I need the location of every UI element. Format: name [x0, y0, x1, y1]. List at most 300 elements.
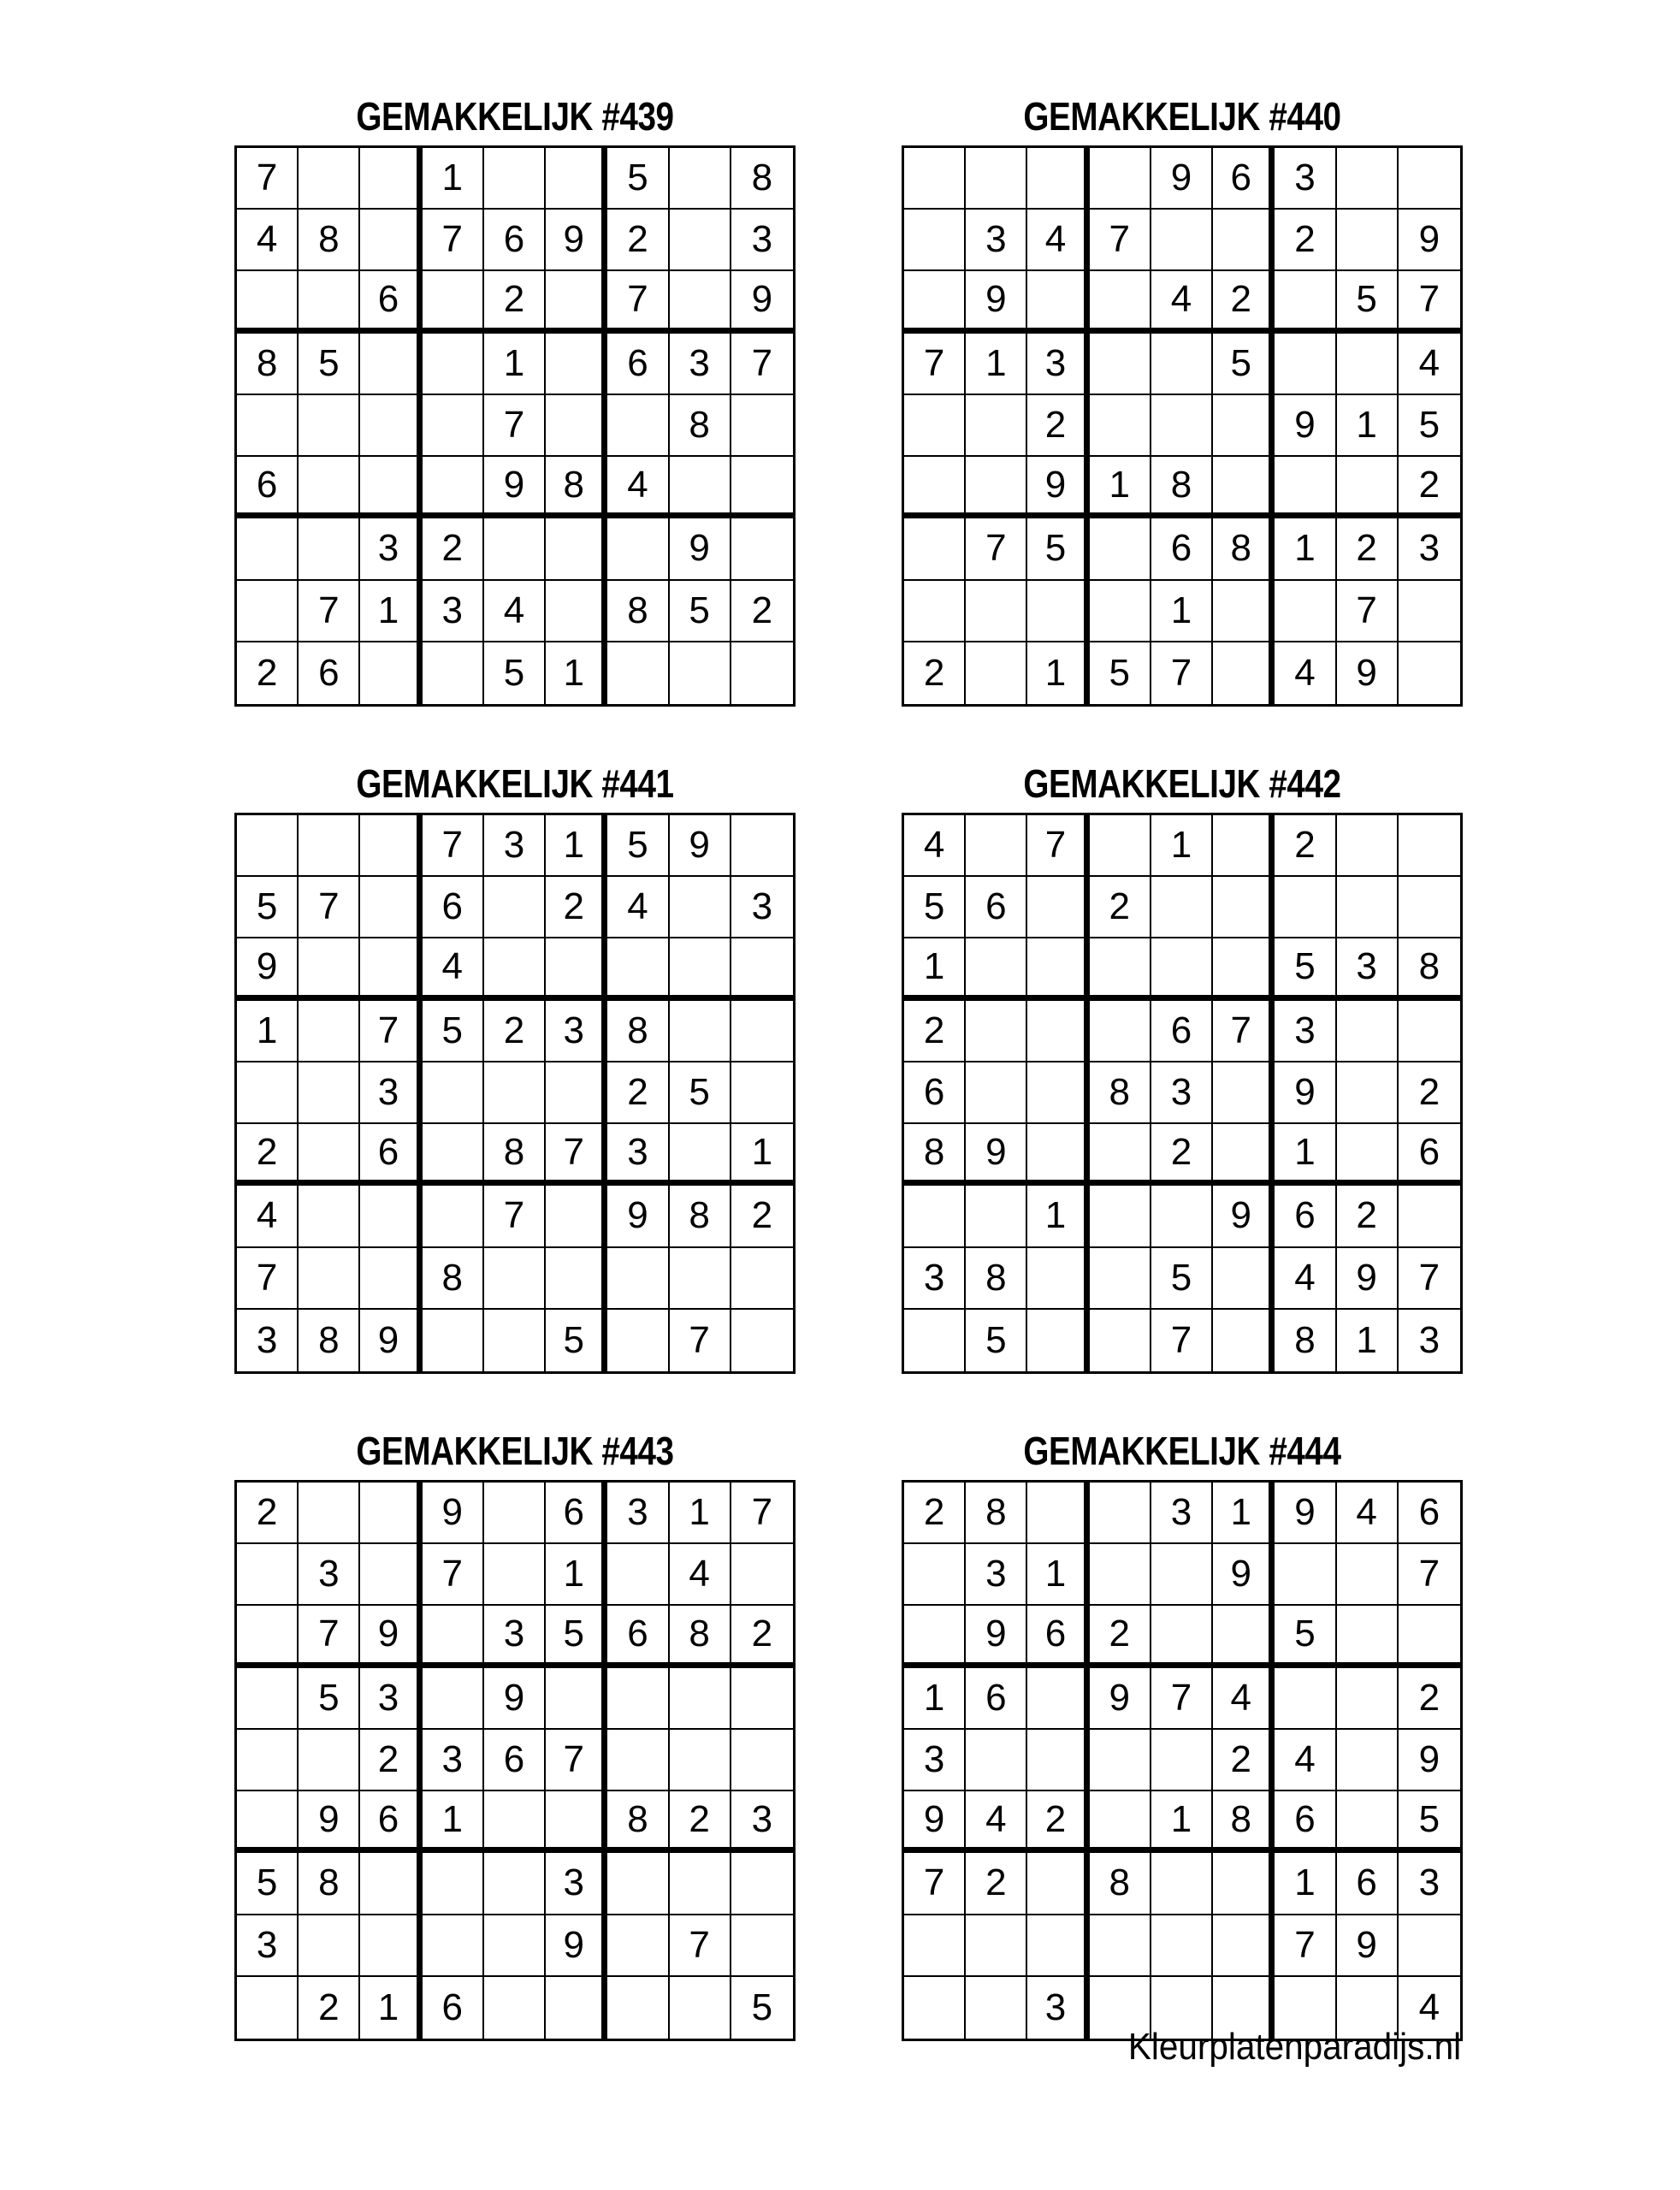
sudoku-cell: 2: [1337, 1186, 1399, 1247]
sudoku-cell: [670, 1668, 731, 1730]
sudoku-cell: [484, 1483, 546, 1544]
sudoku-cell: [546, 1062, 607, 1124]
sudoku-cell: 2: [1337, 518, 1399, 580]
sudoku-cell: [966, 642, 1027, 704]
sudoku-cell: 3: [299, 1544, 360, 1606]
sudoku-cell: [966, 1730, 1027, 1791]
sudoku-cell: [966, 581, 1027, 642]
sudoku-cell: 4: [1275, 642, 1336, 704]
sudoku-cell: 3: [546, 1853, 607, 1915]
sudoku-cell: 7: [299, 581, 360, 642]
sudoku-cell: 1: [1213, 1483, 1275, 1544]
sudoku-cell: [484, 1248, 546, 1310]
sudoku-cell: [1151, 1606, 1213, 1667]
sudoku-cell: 7: [1399, 271, 1460, 333]
sudoku-cell: 5: [904, 877, 966, 938]
sudoku-cell: [484, 938, 546, 1000]
sudoku-cell: [1027, 1310, 1089, 1371]
sudoku-cell: 4: [966, 1791, 1027, 1853]
sudoku-cell: [731, 1730, 793, 1791]
sudoku-cell: 8: [299, 1853, 360, 1915]
sudoku-cell: 1: [1090, 457, 1151, 518]
sudoku-cell: 5: [546, 1310, 607, 1371]
sudoku-cell: [237, 1668, 299, 1730]
sudoku-cell: [423, 395, 484, 457]
sudoku-cell: 9: [237, 938, 299, 1000]
sudoku-cell: 3: [360, 518, 422, 580]
sudoku-cell: [1151, 334, 1213, 395]
sudoku-cell: 6: [1027, 1606, 1089, 1667]
sudoku-cell: [1213, 1124, 1275, 1186]
sudoku-cell: [1275, 877, 1336, 938]
sudoku-cell: [1090, 815, 1151, 877]
sudoku-cell: [1337, 457, 1399, 518]
sudoku-cell: 1: [1275, 1853, 1336, 1915]
sudoku-cell: [237, 395, 299, 457]
sudoku-cell: 8: [237, 334, 299, 395]
sudoku-cell: 7: [423, 815, 484, 877]
sudoku-cell: [1275, 581, 1336, 642]
sudoku-cell: [670, 1853, 731, 1915]
sudoku-cell: [966, 1062, 1027, 1124]
sudoku-cell: 8: [299, 1310, 360, 1371]
sudoku-cell: 3: [423, 581, 484, 642]
sudoku-cell: [546, 148, 607, 210]
sudoku-cell: [1213, 457, 1275, 518]
sudoku-cell: [237, 1544, 299, 1606]
sudoku-cell: [731, 1915, 793, 1977]
sudoku-cell: [1027, 271, 1089, 333]
sudoku-cell: 7: [546, 1730, 607, 1791]
sudoku-cell: 2: [484, 1001, 546, 1062]
sudoku-cell: 3: [423, 1730, 484, 1791]
sudoku-cell: 2: [237, 1124, 299, 1186]
sudoku-cell: [546, 1668, 607, 1730]
sudoku-cell: 1: [484, 334, 546, 395]
sudoku-cell: 2: [904, 1483, 966, 1544]
sudoku-cell: 4: [1337, 1483, 1399, 1544]
sudoku-cell: [299, 1248, 360, 1310]
sudoku-cell: [423, 271, 484, 333]
sudoku-cell: 2: [546, 877, 607, 938]
sudoku-cell: 7: [731, 1483, 793, 1544]
sudoku-cell: [484, 1062, 546, 1124]
sudoku-cell: 7: [1090, 210, 1151, 271]
sudoku-cell: 6: [966, 1668, 1027, 1730]
sudoku-cell: 6: [1399, 1124, 1460, 1186]
sudoku-cell: [1399, 877, 1460, 938]
sudoku-cell: 3: [484, 1606, 546, 1667]
sudoku-cell: 7: [607, 271, 669, 333]
sudoku-cell: 7: [904, 334, 966, 395]
sudoku-cell: [1090, 1001, 1151, 1062]
sudoku-cell: 7: [1399, 1544, 1460, 1606]
sudoku-cell: [1275, 271, 1336, 333]
sudoku-cell: [1090, 1310, 1151, 1371]
sudoku-cell: [607, 1853, 669, 1915]
sudoku-cell: [1337, 1544, 1399, 1606]
sudoku-cell: [1337, 1791, 1399, 1853]
sudoku-cell: 9: [670, 518, 731, 580]
sudoku-cell: [237, 518, 299, 580]
sudoku-cell: 3: [360, 1062, 422, 1124]
sudoku-cell: [360, 457, 422, 518]
sudoku-cell: [1027, 148, 1089, 210]
sudoku-cell: [1027, 1853, 1089, 1915]
sudoku-cell: [1213, 1915, 1275, 1977]
sudoku-cell: [731, 1544, 793, 1606]
sudoku-cell: [1337, 1668, 1399, 1730]
sudoku-cell: 7: [1151, 642, 1213, 704]
sudoku-cell: [484, 148, 546, 210]
sudoku-cell: [546, 938, 607, 1000]
sudoku-cell: 6: [360, 1124, 422, 1186]
sudoku-cell: 4: [607, 877, 669, 938]
sudoku-cell: [1090, 334, 1151, 395]
sudoku-cell: [1213, 1853, 1275, 1915]
sudoku-cell: 8: [670, 395, 731, 457]
sudoku-cell: [237, 1062, 299, 1124]
sudoku-cell: [360, 815, 422, 877]
sudoku-cell: [1151, 877, 1213, 938]
sudoku-cell: [1213, 395, 1275, 457]
sudoku-cell: 5: [1090, 642, 1151, 704]
sudoku-cell: 6: [360, 271, 422, 333]
sudoku-cell: [1399, 581, 1460, 642]
sudoku-cell: 3: [1027, 334, 1089, 395]
sudoku-cell: [1027, 1001, 1089, 1062]
sudoku-cell: 7: [299, 1606, 360, 1667]
sudoku-cell: 4: [237, 210, 299, 271]
sudoku-cell: 8: [1090, 1062, 1151, 1124]
sudoku-cell: [360, 1483, 422, 1544]
sudoku-cell: [731, 1248, 793, 1310]
sudoku-cell: 4: [237, 1186, 299, 1247]
sudoku-cell: [670, 1124, 731, 1186]
sudoku-cell: 5: [1337, 271, 1399, 333]
sudoku-cell: [670, 148, 731, 210]
sudoku-cell: [904, 1186, 966, 1247]
sudoku-cell: 7: [484, 395, 546, 457]
sudoku-cell: [966, 395, 1027, 457]
sudoku-cell: 9: [1399, 1730, 1460, 1791]
sudoku-cell: 8: [731, 148, 793, 210]
sudoku-cell: 4: [1399, 334, 1460, 395]
sudoku-cell: 9: [299, 1791, 360, 1853]
sudoku-cell: [607, 395, 669, 457]
sudoku-cell: [299, 938, 360, 1000]
sudoku-cell: [904, 1310, 966, 1371]
sudoku-cell: 2: [1399, 1062, 1460, 1124]
sudoku-cell: 8: [1151, 457, 1213, 518]
sudoku-cell: 4: [1213, 1668, 1275, 1730]
sudoku-cell: 9: [1337, 1248, 1399, 1310]
sudoku-cell: 3: [1151, 1062, 1213, 1124]
sudoku-cell: [484, 877, 546, 938]
sudoku-cell: 9: [1399, 210, 1460, 271]
sudoku-cell: [1337, 1730, 1399, 1791]
sudoku-cell: [966, 815, 1027, 877]
sudoku-cell: [607, 1730, 669, 1791]
sudoku-cell: [360, 334, 422, 395]
sudoku-cell: [1337, 210, 1399, 271]
sudoku-cell: 5: [1213, 334, 1275, 395]
sudoku-cell: 5: [237, 1853, 299, 1915]
sudoku-cell: [423, 1915, 484, 1977]
sudoku-cell: 2: [1090, 1606, 1151, 1667]
sudoku-cell: [904, 1544, 966, 1606]
sudoku-cell: [1090, 395, 1151, 457]
sudoku-cell: 6: [360, 1791, 422, 1853]
sudoku-cell: 8: [1399, 938, 1460, 1000]
sudoku-cell: 6: [1275, 1791, 1336, 1853]
sudoku-cell: [1027, 1062, 1089, 1124]
sudoku-cell: [1151, 395, 1213, 457]
sudoku-cell: 3: [237, 1310, 299, 1371]
sudoku-cell: 7: [237, 1248, 299, 1310]
sudoku-cell: [1399, 1915, 1460, 1977]
sudoku-cell: [299, 1915, 360, 1977]
sudoku-cell: 3: [1418, 1318, 1440, 1361]
sudoku-cell: 1: [423, 1791, 484, 1853]
sudoku-cell: [607, 1668, 669, 1730]
sudoku-cell: [360, 1915, 422, 1977]
sudoku-cell: [670, 1001, 731, 1062]
sudoku-cell: [904, 210, 966, 271]
sudoku-cell: [484, 1310, 546, 1371]
sudoku-cell: 7: [1337, 581, 1399, 642]
sudoku-cell: [1090, 518, 1151, 580]
sudoku-cell: [731, 395, 793, 457]
sudoku-cell: [299, 1062, 360, 1124]
sudoku-cell: [237, 1730, 299, 1791]
sudoku-cell: [731, 1310, 793, 1371]
sudoku-cell: 5: [607, 148, 669, 210]
puzzle-title: GEMAKKELIJK #442: [1023, 761, 1341, 806]
sudoku-cell: [1090, 1730, 1151, 1791]
sudoku-cell: [299, 1001, 360, 1062]
sudoku-cell: [966, 457, 1027, 518]
sudoku-cell: [1090, 271, 1151, 333]
sudoku-cell: [607, 1248, 669, 1310]
sudoku-cell: 5: [484, 642, 546, 704]
sudoku-cell: [1399, 1186, 1460, 1247]
sudoku-cell: [1027, 1730, 1089, 1791]
sudoku-cell: 6: [1275, 1186, 1336, 1247]
sudoku-cell: 6: [484, 210, 546, 271]
sudoku-cell: [484, 1915, 546, 1977]
sudoku-cell: 3: [607, 1483, 669, 1544]
sudoku-cell: [360, 877, 422, 938]
sudoku-cell: 7: [966, 518, 1027, 580]
sudoku-cell: 2: [237, 642, 299, 704]
sudoku-cell: 7: [731, 334, 793, 395]
sudoku-cell: [1213, 1248, 1275, 1310]
sudoku-cell: 3: [731, 210, 793, 271]
sudoku-cell: 3: [966, 210, 1027, 271]
sudoku-cell: 7: [484, 1186, 546, 1247]
puzzle-title: GEMAKKELIJK #440: [1023, 94, 1341, 139]
sudoku-cell: [360, 395, 422, 457]
sudoku-cell: [670, 877, 731, 938]
sudoku-cell: [423, 1124, 484, 1186]
sudoku-cell: [237, 1977, 299, 2039]
sudoku-cell: [731, 518, 793, 580]
sudoku-cell: 1: [1027, 642, 1089, 704]
sudoku-cell: 7: [423, 1544, 484, 1606]
sudoku-cell: 7: [670, 1915, 731, 1977]
sudoku-cell: 9: [966, 1124, 1027, 1186]
sudoku-cell: 9: [484, 457, 546, 518]
sudoku-cell: [1399, 1001, 1460, 1062]
sudoku-cell: 8: [904, 1124, 966, 1186]
sudoku-cell: [1337, 1062, 1399, 1124]
sudoku-cell: 7: [1151, 1310, 1213, 1371]
sudoku-cell: [299, 1730, 360, 1791]
sudoku-cell: [484, 1977, 546, 2039]
sudoku-cell: 4: [1275, 1730, 1336, 1791]
sudoku-cell: [1213, 1310, 1275, 1371]
sudoku-cell: 9: [731, 271, 793, 333]
sudoku-cell: [1151, 1730, 1213, 1791]
sudoku-cell: [966, 1001, 1027, 1062]
sudoku-cell: 6: [237, 457, 299, 518]
sudoku-cell: 5: [966, 1310, 1027, 1371]
sudoku-cell: [670, 642, 731, 704]
sudoku-cell: 6: [484, 1730, 546, 1791]
sudoku-cell: [731, 938, 793, 1000]
sudoku-cell: [546, 395, 607, 457]
sudoku-cell: [607, 642, 669, 704]
sudoku-cell: 5: [1275, 1606, 1336, 1667]
site-brand: Kleurplatenparadijs.nl: [1127, 2026, 1461, 2068]
sudoku-cell: 3: [1399, 518, 1460, 580]
sudoku-cell: [1090, 938, 1151, 1000]
sudoku-cell: [1337, 815, 1399, 877]
sudoku-cell: 1: [237, 1001, 299, 1062]
sudoku-cell: [731, 1853, 793, 1915]
sudoku-cell: [1213, 642, 1275, 704]
sudoku-cell: [1090, 1791, 1151, 1853]
sudoku-cell: [966, 148, 1027, 210]
sudoku-cell: [1151, 210, 1213, 271]
sudoku-cell: 4: [607, 457, 669, 518]
sudoku-cell: 2: [904, 642, 966, 704]
sudoku-cell: [670, 938, 731, 1000]
sudoku-cell: [607, 1310, 669, 1371]
sudoku-cell: 6: [423, 877, 484, 938]
sudoku-cell: 8: [546, 457, 607, 518]
puzzle-title: GEMAKKELIJK #439: [356, 94, 674, 139]
sudoku-cell: 4: [484, 581, 546, 642]
sudoku-cell: 8: [607, 1791, 669, 1853]
sudoku-cell: 8: [607, 1001, 669, 1062]
sudoku-grid: [902, 813, 1463, 1374]
sudoku-cell: [966, 1915, 1027, 1977]
sudoku-cell: 9: [360, 1310, 422, 1371]
sudoku-cell: 5: [1399, 1791, 1460, 1853]
sudoku-cell: 9: [1337, 642, 1399, 704]
sudoku-cell: [423, 1853, 484, 1915]
sudoku-cell: [1337, 148, 1399, 210]
sudoku-cell: 3: [1027, 1977, 1089, 2039]
sudoku-cell: 2: [1399, 457, 1460, 518]
puzzle-title: GEMAKKELIJK #441: [356, 761, 674, 806]
sudoku-cell: [1213, 210, 1275, 271]
sudoku-cell: 7: [904, 1853, 966, 1915]
sudoku-cell: [546, 334, 607, 395]
sudoku-cell: [360, 148, 422, 210]
sudoku-cell: 3: [731, 1791, 793, 1853]
sudoku-cell: 9: [1275, 1062, 1336, 1124]
sudoku-cell: [546, 1248, 607, 1310]
sudoku-cell: 9: [966, 1606, 1027, 1667]
sudoku-cell: 2: [731, 1606, 793, 1667]
sudoku-cell: 5: [299, 1668, 360, 1730]
sudoku-cell: [670, 457, 731, 518]
sudoku-cell: 8: [670, 1606, 731, 1667]
sudoku-cell: 9: [423, 1483, 484, 1544]
sudoku-cell: 1: [1337, 395, 1399, 457]
sudoku-cell: [299, 1483, 360, 1544]
sudoku-cell: [423, 1062, 484, 1124]
sudoku-cell: 2: [1275, 210, 1336, 271]
sudoku-cell: [1275, 1668, 1336, 1730]
sudoku-cell: [484, 1791, 546, 1853]
sudoku-cell: 2: [1090, 877, 1151, 938]
sudoku-cell: [299, 1124, 360, 1186]
sudoku-cell: 3: [607, 1124, 669, 1186]
sudoku-grid: [234, 1480, 796, 2041]
sudoku-cell: 8: [670, 1186, 731, 1247]
sudoku-cell: 2: [1151, 1124, 1213, 1186]
sudoku-cell: 3: [546, 1001, 607, 1062]
sudoku-cell: 5: [670, 581, 731, 642]
sudoku-cell: 8: [1275, 1310, 1336, 1371]
sudoku-cell: 1: [904, 1668, 966, 1730]
sudoku-cell: 2: [360, 1730, 422, 1791]
sudoku-cell: 9: [1151, 148, 1213, 210]
sudoku-cell: [360, 1544, 422, 1606]
puzzle-title: GEMAKKELIJK #444: [1023, 1429, 1341, 1473]
sudoku-cell: 1: [1275, 1124, 1336, 1186]
sudoku-cell: 8: [1090, 1853, 1151, 1915]
sudoku-cell: [484, 1853, 546, 1915]
sudoku-cell: 6: [423, 1977, 484, 2039]
sudoku-cell: [607, 938, 669, 1000]
sudoku-cell: 1: [1027, 1544, 1089, 1606]
sudoku-cell: [731, 1001, 793, 1062]
sudoku-cell: [1090, 1544, 1151, 1606]
sudoku-cell: [1027, 581, 1089, 642]
sudoku-cell: [1399, 148, 1460, 210]
sudoku-cell: 3: [1399, 1853, 1460, 1915]
sudoku-cell: [1399, 815, 1460, 877]
sudoku-cell: 9: [670, 815, 731, 877]
sudoku-cell: [966, 1186, 1027, 1247]
sudoku-cell: [1027, 1483, 1089, 1544]
sudoku-cell: [546, 271, 607, 333]
sudoku-cell: [607, 518, 669, 580]
sudoku-cell: [1151, 938, 1213, 1000]
sudoku-cell: [904, 1915, 966, 1977]
sudoku-cell: 4: [1027, 210, 1089, 271]
sudoku-cell: 2: [607, 1062, 669, 1124]
sudoku-grid: [902, 145, 1463, 707]
sudoku-cell: [423, 457, 484, 518]
sudoku-cell: 2: [299, 1977, 360, 2039]
sudoku-cell: 9: [607, 1186, 669, 1247]
